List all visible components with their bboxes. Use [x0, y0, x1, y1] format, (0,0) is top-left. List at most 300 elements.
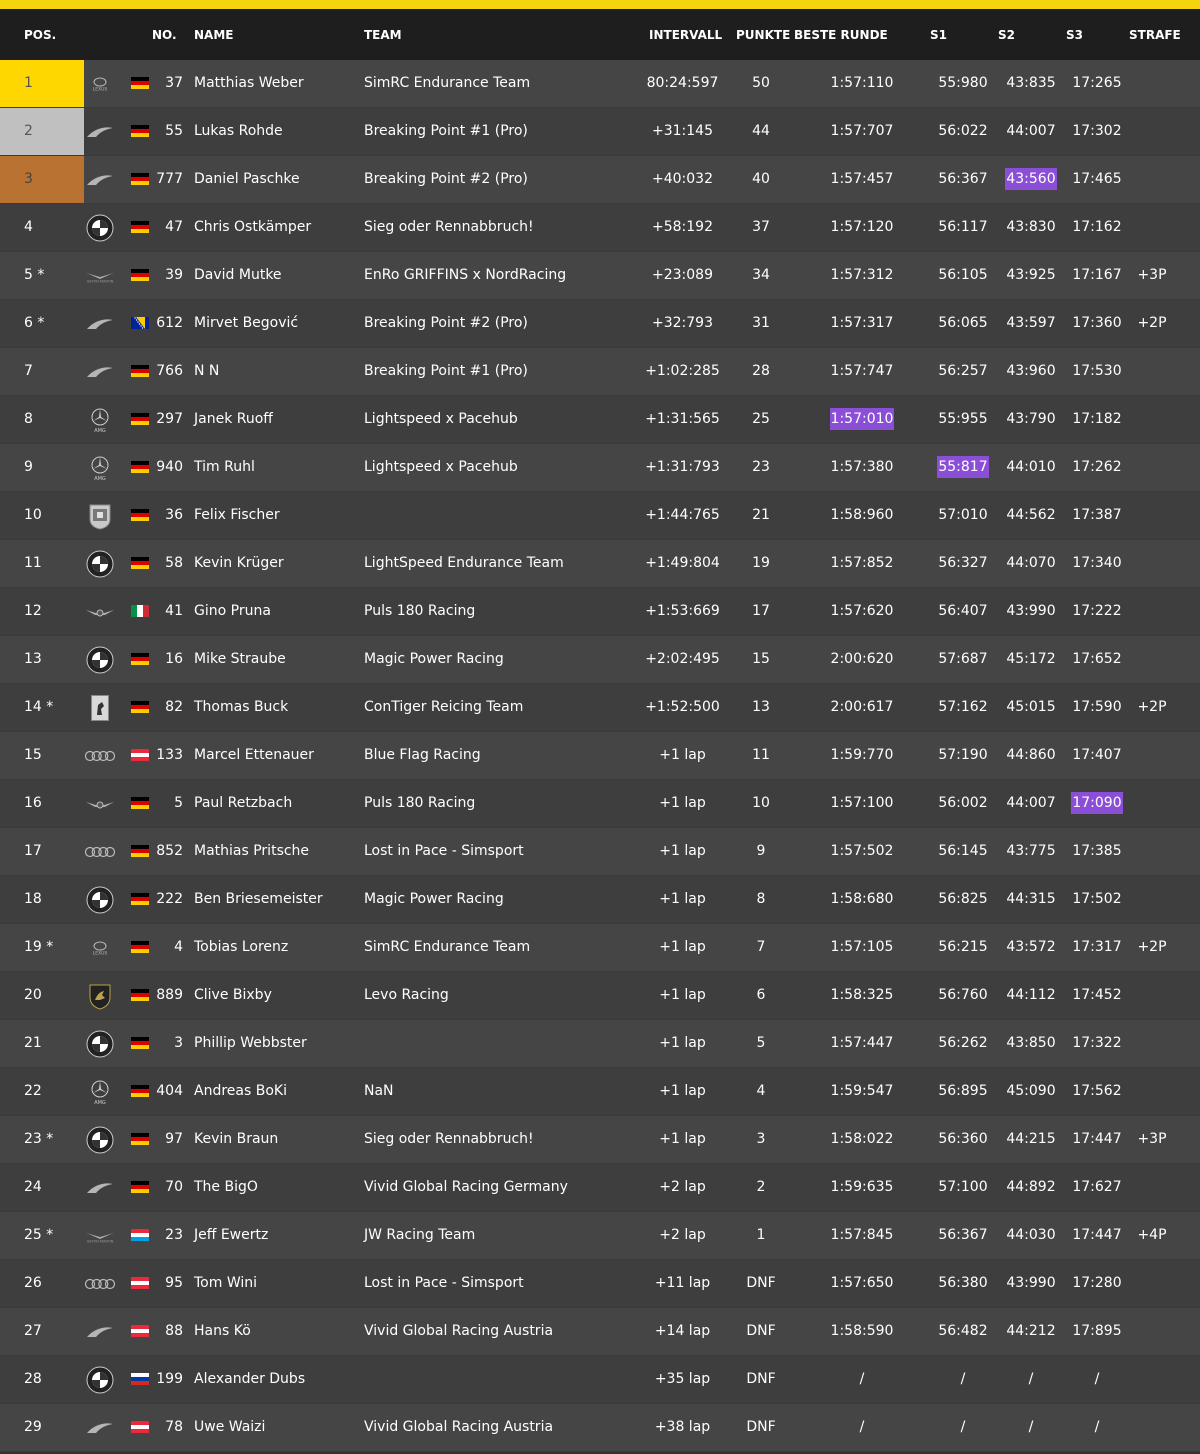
header-beste-runde[interactable]: BESTE RUNDE: [794, 28, 888, 42]
best-lap: 1:57:845: [830, 1227, 894, 1243]
team-name[interactable]: Breaking Point #1 (Pro): [364, 123, 528, 139]
points: DNF: [746, 1371, 776, 1387]
team-name[interactable]: SimRC Endurance Team: [364, 939, 531, 955]
position: 24: [24, 1179, 42, 1195]
mclaren-logo: [84, 1308, 116, 1355]
table-row[interactable]: [0, 588, 1200, 636]
sector-3: 17:360: [1072, 315, 1122, 331]
flag-de-icon: [131, 845, 149, 857]
sector-1: 57:100: [938, 1179, 988, 1195]
driver-name[interactable]: Marcel Ettenauer: [194, 747, 314, 763]
points: DNF: [746, 1323, 776, 1339]
penalty: [1122, 444, 1182, 491]
sector-1: 57:687: [938, 651, 988, 667]
sector-2: 44:007: [1006, 795, 1056, 811]
table-row[interactable]: [0, 1308, 1200, 1356]
header-team[interactable]: TEAM: [364, 28, 402, 42]
table-row[interactable]: [0, 396, 1200, 444]
bmw-logo: [84, 636, 116, 683]
team-name[interactable]: JW Racing Team: [364, 1227, 476, 1243]
sector-3: 17:465: [1072, 171, 1122, 187]
driver-name[interactable]: Matthias Weber: [194, 75, 304, 91]
team-name[interactable]: Sieg oder Rennabbruch!: [364, 219, 534, 235]
position: 26: [24, 1275, 42, 1291]
svg-text:AMG: AMG: [94, 475, 106, 482]
sector-2: 45:172: [1006, 651, 1056, 667]
sector-1: 56:367: [938, 171, 988, 187]
car-number: 404: [156, 1083, 183, 1099]
svg-text:ASTON MARTIN: ASTON MARTIN: [86, 1239, 114, 1243]
driver-name[interactable]: Jeff Ewertz: [194, 1227, 269, 1243]
penalty: [1122, 780, 1182, 827]
sector-1: 55:980: [938, 75, 988, 91]
sector-3: 17:280: [1072, 1275, 1122, 1291]
penalty: +2P: [1137, 939, 1167, 955]
car-number: 5: [174, 795, 183, 811]
points: 31: [752, 315, 770, 331]
interval: +14 lap: [654, 1323, 711, 1339]
team-name[interactable]: Breaking Point #2 (Pro): [364, 315, 528, 331]
driver-name[interactable]: Andreas BoKi: [194, 1083, 287, 1099]
penalty: +4P: [1137, 1227, 1167, 1243]
car-number: 47: [165, 219, 183, 235]
interval: +1:53:669: [645, 603, 720, 619]
position: 7: [24, 363, 33, 379]
header-s3[interactable]: S3: [1066, 28, 1083, 42]
header-strafe[interactable]: STRAFE: [1129, 28, 1181, 42]
table-header: [0, 9, 1200, 60]
sector-2: 44:860: [1006, 747, 1056, 763]
sector-2: /: [1028, 1371, 1034, 1387]
table-row[interactable]: [0, 1020, 1200, 1068]
header-pos[interactable]: POS.: [24, 28, 57, 42]
sector-3: 17:317: [1072, 939, 1122, 955]
sector-3: 17:590: [1072, 699, 1122, 715]
sector-1: /: [960, 1419, 966, 1435]
position: 22: [24, 1083, 42, 1099]
position: 17: [24, 843, 42, 859]
team-name[interactable]: Vivid Global Racing Austria: [364, 1323, 554, 1339]
flag-de-icon: [131, 1037, 149, 1049]
penalty: [1122, 1068, 1182, 1115]
car-number: 889: [156, 987, 183, 1003]
team-name[interactable]: Magic Power Racing: [364, 891, 504, 907]
driver-name[interactable]: Tobias Lorenz: [194, 939, 289, 955]
position: 28: [24, 1371, 42, 1387]
table-row[interactable]: [0, 348, 1200, 396]
sector-2: 44:010: [1006, 459, 1056, 475]
points: 17: [752, 603, 770, 619]
driver-name[interactable]: Janek Ruoff: [194, 411, 273, 427]
sector-1: [930, 444, 996, 491]
penalty: +2P: [1137, 315, 1167, 331]
driver-name[interactable]: Kevin Krüger: [194, 555, 284, 571]
sector-1: 57:162: [938, 699, 988, 715]
driver-name[interactable]: Mike Straube: [194, 651, 286, 667]
sector-1: 56:895: [938, 1083, 988, 1099]
points: 7: [756, 939, 766, 955]
points: 9: [756, 843, 766, 859]
flag-it-icon: [131, 605, 149, 617]
table-row[interactable]: [0, 876, 1200, 924]
driver-name[interactable]: Hans Kö: [194, 1323, 251, 1339]
driver-name[interactable]: David Mutke: [194, 267, 282, 283]
sector-2: 44:070: [1006, 555, 1056, 571]
best-lap: 1:57:650: [830, 1275, 894, 1291]
bmw-logo: [84, 204, 116, 251]
points: 6: [756, 987, 766, 1003]
position: 11: [24, 555, 42, 571]
position: 16: [24, 795, 42, 811]
interval: +40:032: [652, 171, 713, 187]
sector-3: 17:265: [1072, 75, 1122, 91]
best-lap: 1:59:635: [830, 1179, 894, 1195]
interval: +1:44:765: [645, 507, 720, 523]
table-row[interactable]: [0, 252, 1200, 300]
interval: +1 lap: [659, 987, 706, 1003]
driver-name[interactable]: Uwe Waizi: [194, 1419, 266, 1435]
driver-name[interactable]: Clive Bixby: [194, 987, 272, 1003]
team-name[interactable]: Breaking Point #1 (Pro): [364, 363, 528, 379]
table-row[interactable]: [0, 1260, 1200, 1308]
sector-2: 44:007: [1006, 123, 1056, 139]
table-row[interactable]: [0, 636, 1200, 684]
car-number: 612: [156, 315, 183, 331]
position: 14 *: [24, 699, 54, 715]
aston-martin-logo: [84, 1212, 116, 1259]
table-row[interactable]: [0, 204, 1200, 252]
car-number: 37: [165, 75, 183, 91]
best-lap: 1:58:590: [830, 1323, 894, 1339]
position: 1: [0, 60, 84, 107]
penalty: [1122, 156, 1182, 203]
sector-1: 56:262: [938, 1035, 988, 1051]
audi-logo: [84, 732, 116, 779]
sector-3: /: [1094, 1371, 1100, 1387]
penalty: [1122, 732, 1182, 779]
flag-at-icon: [131, 1277, 149, 1289]
lamborghini-logo: [84, 972, 116, 1019]
position: 12: [24, 603, 42, 619]
team-name[interactable]: Magic Power Racing: [364, 651, 504, 667]
driver-name[interactable]: Daniel Paschke: [194, 171, 300, 187]
sector-1: 56:367: [938, 1227, 988, 1243]
table-row[interactable]: [0, 1212, 1200, 1260]
car-number: 36: [165, 507, 183, 523]
driver-name[interactable]: Thomas Buck: [194, 699, 289, 715]
header-intervall[interactable]: INTERVALL: [649, 28, 723, 42]
mercedes-amg-logo: [84, 444, 116, 491]
sector-3: 17:562: [1072, 1083, 1122, 1099]
driver-name[interactable]: N N: [194, 363, 220, 379]
driver-name[interactable]: Paul Retzbach: [194, 795, 293, 811]
penalty: [1122, 636, 1182, 683]
flag-de-icon: [131, 173, 149, 185]
sector-1: /: [960, 1371, 966, 1387]
team-name[interactable]: EnRo GRIFFINS x NordRacing: [364, 267, 567, 283]
table-row[interactable]: [0, 1164, 1200, 1212]
results-table: [0, 60, 1200, 1452]
best-lap: 1:58:022: [830, 1131, 894, 1147]
sector-3: 17:447: [1072, 1131, 1122, 1147]
table-row[interactable]: [0, 540, 1200, 588]
table-row[interactable]: [0, 156, 1200, 204]
team-name[interactable]: NaN: [364, 1083, 394, 1099]
best-lap: [812, 396, 912, 443]
driver-name[interactable]: Tim Ruhl: [194, 459, 255, 475]
header-s1[interactable]: S1: [930, 28, 947, 42]
car-number: 78: [165, 1419, 183, 1435]
penalty: [1122, 60, 1182, 107]
interval: +1 lap: [659, 891, 706, 907]
driver-name[interactable]: Mirvet Begović: [194, 315, 299, 331]
accent-bar: [0, 0, 1200, 9]
flag-de-icon: [131, 269, 149, 281]
sector-1: 56:760: [938, 987, 988, 1003]
flag-de-icon: [131, 77, 149, 89]
header-punkte[interactable]: PUNKTE: [736, 28, 791, 42]
interval: +2 lap: [659, 1227, 706, 1243]
sector-3: [1064, 780, 1130, 827]
svg-text:LEXUS: LEXUS: [92, 87, 108, 91]
driver-name[interactable]: Tom Wini: [194, 1275, 258, 1291]
driver-name[interactable]: Lukas Rohde: [194, 123, 283, 139]
best-lap: 1:57:747: [830, 363, 894, 379]
sector-1: 56:105: [938, 267, 988, 283]
car-number: 133: [156, 747, 183, 763]
best-lap: 1:57:105: [830, 939, 894, 955]
audi-logo: [84, 1260, 116, 1307]
penalty: [1122, 876, 1182, 923]
car-number: 97: [165, 1131, 183, 1147]
best-lap: 1:57:620: [830, 603, 894, 619]
position: 13: [24, 651, 42, 667]
driver-name[interactable]: Chris Ostkämper: [194, 219, 312, 235]
sector-2: 43:835: [1006, 75, 1056, 91]
table-row[interactable]: [0, 684, 1200, 732]
fastest-highlight: 1:57:010: [830, 408, 895, 430]
best-lap: 1:57:502: [830, 843, 894, 859]
table-row[interactable]: [0, 300, 1200, 348]
table-row[interactable]: [0, 492, 1200, 540]
flag-at-icon: [131, 749, 149, 761]
best-lap: /: [859, 1371, 865, 1387]
team-name[interactable]: Vivid Global Racing Austria: [364, 1419, 554, 1435]
sector-2: 45:090: [1006, 1083, 1056, 1099]
points: 40: [752, 171, 770, 187]
car-number: 199: [156, 1371, 183, 1387]
team-name[interactable]: Puls 180 Racing: [364, 603, 476, 619]
interval: +1:02:285: [645, 363, 720, 379]
car-number: 55: [165, 123, 183, 139]
team-name[interactable]: Sieg oder Rennabbruch!: [364, 1131, 534, 1147]
bmw-logo: [84, 1020, 116, 1067]
team-name[interactable]: Lost in Pace - Simsport: [364, 843, 524, 859]
header-name[interactable]: NAME: [194, 28, 234, 42]
mclaren-logo: [84, 348, 116, 395]
team-name[interactable]: Lost in Pace - Simsport: [364, 1275, 524, 1291]
points: 8: [756, 891, 766, 907]
points: 13: [752, 699, 770, 715]
sector-1: 56:407: [938, 603, 988, 619]
car-number: 16: [165, 651, 183, 667]
flag-de-icon: [131, 893, 149, 905]
team-name[interactable]: Vivid Global Racing Germany: [364, 1179, 568, 1195]
bmw-logo: [84, 540, 116, 587]
position: 20: [24, 987, 42, 1003]
interval: +1 lap: [659, 1131, 706, 1147]
interval: 80:24:597: [646, 75, 719, 91]
points: 1: [756, 1227, 766, 1243]
driver-name[interactable]: Phillip Webbster: [194, 1035, 307, 1051]
points: 2: [756, 1179, 766, 1195]
car-number: 23: [165, 1227, 183, 1243]
table-row[interactable]: [0, 780, 1200, 828]
flag-de-icon: [131, 557, 149, 569]
flag-de-icon: [131, 365, 149, 377]
sector-2: /: [1028, 1419, 1034, 1435]
team-name[interactable]: LightSpeed Endurance Team: [364, 555, 564, 571]
header-s2[interactable]: S2: [998, 28, 1015, 42]
points: 4: [756, 1083, 766, 1099]
penalty: [1122, 1308, 1182, 1355]
sector-3: 17:182: [1072, 411, 1122, 427]
sector-2: 43:597: [1006, 315, 1056, 331]
header-no[interactable]: NO.: [152, 28, 177, 42]
best-lap: 1:57:380: [830, 459, 894, 475]
points: 37: [752, 219, 770, 235]
sector-3: 17:222: [1072, 603, 1122, 619]
points: 3: [756, 1131, 766, 1147]
penalty: [1122, 108, 1182, 155]
penalty: +3P: [1137, 1131, 1167, 1147]
car-number: 4: [174, 939, 183, 955]
team-name[interactable]: Blue Flag Racing: [364, 747, 481, 763]
team-name[interactable]: ConTiger Reicing Team: [364, 699, 524, 715]
car-number: 41: [165, 603, 183, 619]
table-row[interactable]: [0, 924, 1200, 972]
points: 34: [752, 267, 770, 283]
driver-name[interactable]: Kevin Braun: [194, 1131, 279, 1147]
driver-name[interactable]: The BigO: [194, 1179, 258, 1195]
interval: +35 lap: [654, 1371, 711, 1387]
flag-de-icon: [131, 701, 149, 713]
car-number: 222: [156, 891, 183, 907]
flag-de-icon: [131, 941, 149, 953]
table-row[interactable]: [0, 972, 1200, 1020]
best-lap: 1:59:770: [830, 747, 894, 763]
team-name[interactable]: Breaking Point #2 (Pro): [364, 171, 528, 187]
driver-name[interactable]: Felix Fischer: [194, 507, 280, 523]
table-row[interactable]: [0, 732, 1200, 780]
team-name[interactable]: Puls 180 Racing: [364, 795, 476, 811]
team-name[interactable]: Levo Racing: [364, 987, 449, 1003]
driver-name[interactable]: Mathias Pritsche: [194, 843, 310, 859]
bmw-logo: [84, 876, 116, 923]
table-row[interactable]: [0, 1116, 1200, 1164]
best-lap: 1:57:852: [830, 555, 894, 571]
sector-2: 44:315: [1006, 891, 1056, 907]
penalty: +2P: [1137, 699, 1167, 715]
interval: +2 lap: [659, 1179, 706, 1195]
flag-de-icon: [131, 989, 149, 1001]
sector-2: 43:850: [1006, 1035, 1056, 1051]
mclaren-logo: [84, 108, 116, 155]
team-name[interactable]: Lightspeed x Pacehub: [364, 459, 518, 475]
driver-name[interactable]: Ben Briesemeister: [194, 891, 323, 907]
sector-2: 43:925: [1006, 267, 1056, 283]
points: 44: [752, 123, 770, 139]
mclaren-logo: [84, 1404, 116, 1451]
table-row[interactable]: [0, 1356, 1200, 1404]
position: 10: [24, 507, 42, 523]
car-number: 777: [156, 171, 183, 187]
table-row[interactable]: [0, 828, 1200, 876]
best-lap: 2:00:617: [830, 699, 894, 715]
sector-3: 17:502: [1072, 891, 1122, 907]
position: 18: [24, 891, 42, 907]
team-name[interactable]: SimRC Endurance Team: [364, 75, 531, 91]
table-row[interactable]: [0, 1404, 1200, 1452]
best-lap: /: [859, 1419, 865, 1435]
table-row[interactable]: [0, 444, 1200, 492]
position: 2: [0, 108, 84, 155]
points: 19: [752, 555, 770, 571]
mercedes-amg-logo: [84, 1068, 116, 1115]
position: 4: [24, 219, 33, 235]
sector-3: 17:407: [1072, 747, 1122, 763]
sector-1: 56:002: [938, 795, 988, 811]
best-lap: 1:57:100: [830, 795, 894, 811]
driver-name[interactable]: Alexander Dubs: [194, 1371, 306, 1387]
car-number: 70: [165, 1179, 183, 1195]
interval: +1 lap: [659, 1035, 706, 1051]
sector-1: 56:257: [938, 363, 988, 379]
porsche-logo: [84, 492, 116, 539]
sector-1: 56:360: [938, 1131, 988, 1147]
sector-1: 56:380: [938, 1275, 988, 1291]
flag-de-icon: [131, 1085, 149, 1097]
sector-3: 17:627: [1072, 1179, 1122, 1195]
sector-3: 17:322: [1072, 1035, 1122, 1051]
car-number: 766: [156, 363, 183, 379]
flag-de-icon: [131, 1181, 149, 1193]
interval: +11 lap: [654, 1275, 711, 1291]
sector-1: 57:010: [938, 507, 988, 523]
table-row[interactable]: [0, 1068, 1200, 1116]
position: 21: [24, 1035, 42, 1051]
penalty: +3P: [1137, 267, 1167, 283]
sector-2: [998, 156, 1064, 203]
flag-de-icon: [131, 509, 149, 521]
team-name[interactable]: Lightspeed x Pacehub: [364, 411, 518, 427]
sector-3: 17:530: [1072, 363, 1122, 379]
table-row[interactable]: [0, 60, 1200, 108]
table-row[interactable]: [0, 108, 1200, 156]
ferrari-logo: [84, 684, 116, 731]
best-lap: 1:57:110: [830, 75, 894, 91]
lexus-logo: [84, 924, 116, 971]
car-number: 58: [165, 555, 183, 571]
flag-ba-icon: [131, 317, 149, 329]
sector-1: 56:145: [938, 843, 988, 859]
best-lap: 1:57:707: [830, 123, 894, 139]
penalty: [1122, 972, 1182, 1019]
sector-2: 43:990: [1006, 603, 1056, 619]
position: 25 *: [24, 1227, 54, 1243]
sector-1: 56:022: [938, 123, 988, 139]
driver-name[interactable]: Gino Pruna: [194, 603, 271, 619]
